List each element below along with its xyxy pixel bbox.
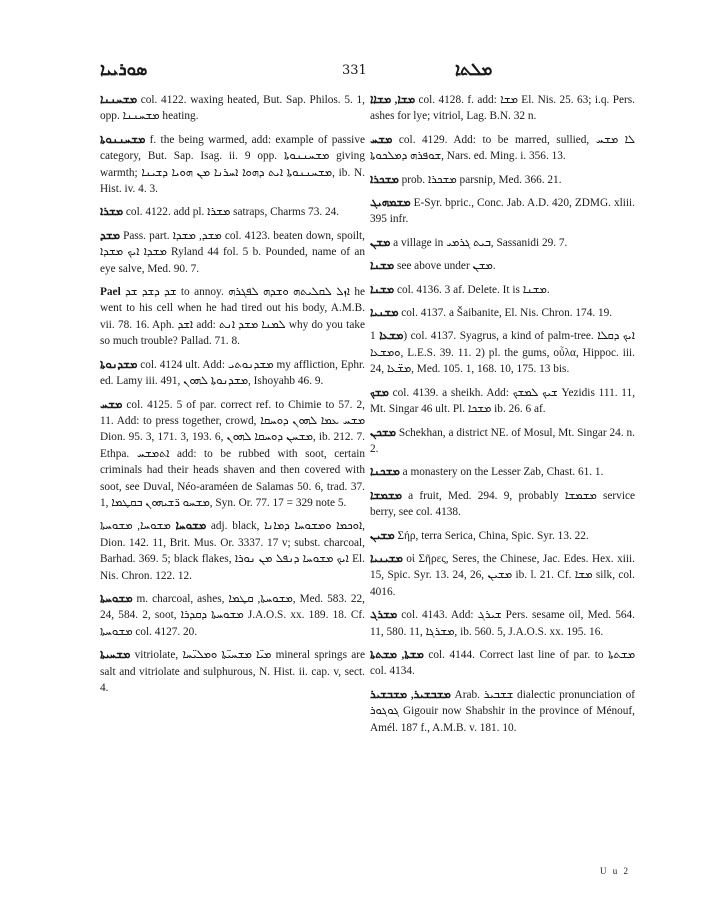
entry-text: col. 4128. f. add: ܡܫܐ El. Nis. 25. 63; i.q. Pers. ashes for lye; vitriol, Lag. B.N. 32 n. — [370, 94, 635, 123]
dictionary-entry — [100, 357, 365, 390]
dictionary-entry — [370, 528, 635, 544]
entry-text: col. 4122. add pl. ܡܫܪܐ satraps, Charms 73. 24. — [125, 206, 340, 219]
dictionary-entry — [100, 284, 365, 350]
entry-text: Pass. part. ܡܫܕ, ܡܫܕܐ col. 4123. beaten down, spoilt, ܡܫܕܐ ܐܝܟ ܡܫܕܐ Ryland 44 fol. 5 b. Pounded, name of an eye salve, Med. 90. 7. — [100, 229, 365, 275]
entry-lemma: ܡܫܬܐ, ܡܫܬܬܐ — [370, 648, 424, 661]
entry-lemma: ܡܫܪܐ — [100, 206, 124, 219]
entry-lemma: ܡܫܟܪܐ — [370, 173, 399, 186]
dictionary-entry — [370, 195, 635, 228]
entry-text: vitriolate, ܡܝ̈ܐ ܡܫܚܝ̈ܬܐ ܘܡܠܝ̈ܚܐ mineral springs are salt and vitriolate and sulphurous, N. Hist. ii. cap. v, sect. 4. — [100, 649, 366, 694]
dictionary-entry — [370, 488, 635, 521]
entry-lemma: ܡܫܘܚܐ — [175, 520, 207, 533]
entry-text: col. 4125. 5 of par. correct ref. to Chimie to 57. 2, 11. Add: to press together, crowd, ܡܫܚ ܥܡܐ ܠܗܘܢ ܕܘܚܩܐ Dion. 95. 3, 171. 3, 193. 6, ܡܫܚܢ ܕܘܚܩܐ ܠܗܘܢ, ib. 212. 7. Ethpa. ܐܬܡܫܚ add: to be rubbed with soot, certain criminals had their heads shaven and then covered with soot, see Duval, Néo-araméen de Salamas 50. 6, trad. 37. 1, ܡܫܚܘ ܪ̈ܫܝܗܘܢ ܒܩܛܡܐ, Syn. Or. 77. 17 = 329 note 5. — [100, 398, 365, 509]
entry-lemma: ܡܫܢܐ — [370, 260, 395, 273]
dictionary-entry — [370, 425, 635, 458]
dictionary-entry — [100, 518, 365, 584]
page-header — [0, 60, 714, 84]
dictionary-entry — [100, 204, 365, 220]
dictionary-entry — [370, 282, 635, 298]
entry-lemma: ܡܫܪܓ — [370, 609, 398, 622]
entry-text: prob. ܡܫܟܪܐ parsnip, Med. 366. 21. — [401, 173, 562, 186]
dictionary-entry — [100, 591, 365, 640]
entry-lemma: ܡܫܒܫܝܪ, ܡܫܒܫܝܪ — [370, 688, 451, 701]
dictionary-entry — [370, 551, 635, 600]
entry-lemma: ܡܫܢܐ — [370, 283, 395, 296]
entry-lemma: ܡܫܚ — [100, 398, 123, 411]
entry-lemma: ܡܫܚ — [370, 133, 393, 146]
entry-lemma: ܡܫܕܢܘܬܐ — [100, 358, 138, 371]
dictionary-entry — [100, 647, 365, 696]
dictionary-entry — [100, 397, 365, 512]
entry-lemma: ܡܫܟܢ — [370, 426, 396, 439]
entry-lemma: ܡܫܐ, ܡܫܐܐ — [370, 94, 416, 106]
entry-lemma: ܡܫܟܢܐ — [370, 466, 400, 479]
entry-lemma: ܡܫܢ — [370, 236, 391, 249]
entry-lemma: ܡܫܕ — [100, 229, 120, 242]
left-column — [100, 92, 365, 703]
entry-text: ܡܫܘܚܐ, ܡܫܘܚܬܐ adj. black, ܐܘܟܡܐ ܘܡܫܘܚܐ ܕܡܐܢܐ, Dion. 142. 11, Brit. Mus. Or. 3337. 17 v; subst. charcoal, Barhad. 369. 5; black flakes, ܐܝܟ ܡܫܘܚܐ ܕܢܦܠ ܡܢ ܢܘܪܐ El. Nis. Chron. 122. 12. — [100, 520, 365, 582]
entry-text: col. 4143. Add: ܫܝܪܓ Pers. sesame oil, Med. 564. 11, 580. 11, ܡܫܪܓܐ, ib. 560. 5, J.A.O.S. xx. 195. 16. — [370, 609, 635, 638]
running-head-right: ܡܠܬܐ — [455, 60, 493, 80]
page-number: 331 — [342, 63, 367, 78]
entry-text: ܫܕ ܕܫܕ ܫܕ to annoy. ܐܙܠ ܠܩܠܝܬܗ ܘܫܕܗ ܠܦܓܪܗ he went to his cell when he had tired out his body, A.M.B. vii. 78. 16. Aph. ܐܫܕ add: ܠܡܢܐ ܡܫܕ ܐܢܬ why do you take so much trouble? Pallad. 71. 8. — [100, 286, 365, 348]
dictionary-entry — [370, 92, 635, 125]
entry-text: E-Syr. bpric., Conc. Jab. A.D. 420, ZDMG. xliii. 395 infr. — [370, 197, 636, 226]
running-head-left: ܣܘܪܝܝܐ — [100, 60, 148, 80]
entry-text: col. 4144. Correct last line of par. to ܡܫܬܬܐ col. 4134. — [370, 648, 635, 678]
entry-text: col. 4139. a sheikh. Add: ܫܝܟ ܠܡܫܟ Yezidis 111. 11, Mt. Singar 46 ult. Pl. ܡܫܟܐ ib. 26. 6 af. — [370, 386, 636, 416]
entry-text: a monastery on the Lesser Zab, Chast. 61. 1. — [402, 466, 604, 479]
dictionary-entry — [370, 305, 635, 321]
dictionary-entry — [370, 258, 635, 274]
entry-lemma: ܡܫܢܝܐ — [370, 307, 399, 320]
entry-text: Schekhan, a district NE. of Mosul, Mt. Singar 24. n. 2. — [370, 426, 636, 455]
dictionary-entry — [100, 228, 365, 277]
dictionary-entry — [370, 464, 635, 480]
entry-lemma: ܡܫܚܢܢܘܬܐ — [100, 133, 146, 146]
entry-lemma: ܡܫܚܢܢܐ — [100, 94, 137, 106]
entry-lemma: ܡܫܡܗܝܓ — [370, 197, 411, 210]
entry-text: Arab. ܫܫܒܝܪ dialectic pronunciation of ܓܘܓܘܪ Gigouir now Shabshir in the province of Ménouf, Amél. 187 f., A.M.B. v. 181. 10. — [370, 688, 636, 734]
entry-text: a fruit, Med. 294. 9, probably ܡܫܡܫܐ service berry, see col. 4138. — [370, 489, 635, 519]
dictionary-entry — [370, 647, 635, 680]
entry-text: οἱ Σῆρες, Seres, the Chinese, Jac. Edes. Hex. xiii. 15, Spic. Syr. 13. 24, 26, ܡܫܝܢ ib. l. 21. Cf. ܡܫܐ silk, col. 4016. — [370, 552, 636, 598]
signature-mark: U u 2 — [600, 866, 630, 876]
entry-text: col. 4137. a Šaibanite, El. Nis. Chron. 174. 19. — [401, 307, 613, 320]
entry-lemma: ܡܫܝܢ — [370, 529, 395, 542]
entry-text: see above under ܡܫܢ. — [396, 260, 496, 273]
dictionary-entry — [370, 235, 635, 251]
dictionary-entry — [370, 687, 635, 736]
right-column — [370, 92, 635, 743]
entry-lemma: Pael — [100, 286, 121, 299]
dictionary-entry — [370, 172, 635, 188]
entry-text: Σήρ, terra Serica, China, Spic. Syr. 13. 22. — [397, 529, 589, 542]
entry-lemma: ܡܫܡܫܐ — [370, 489, 402, 502]
dictionary-entry — [100, 92, 365, 125]
entry-text: a village in ܒܝܬ ܓܪܡܝ, Sassanidi 29. 7. — [393, 236, 568, 249]
entry-lemma: ܡܫܥܐ — [379, 330, 404, 343]
entry-text: m. charcoal, ashes, ܡܫܘܚܬܐ, ܩܛܡܐ, Med. 583. 22, 24, 584. 2, soot, ܡܫܘܚܬܐ ܕܩܕܪܐ J.A.O.S. xx. 189. 18. Cf. ܡܫܘܚܬܐ col. 4127. 20. — [100, 592, 365, 638]
entry-text: col. 4129. Add: to be marred, sullied, ܠܐ ܡܫܚ ܫܘܦܪܗ ܕܡܠܟܘܬܐ, Nars. ed. Ming. i. 356. 13. — [370, 133, 636, 163]
entry-lemma: ܡܫܘܚܬܐ — [100, 592, 133, 605]
dictionary-entry — [370, 385, 635, 418]
entry-lemma: ܡܫܟ — [370, 386, 389, 399]
entry-text: 1) col. 4137. Syagrus, a kind of palm-tree. ܐܝܟ ܕܩܠܐ ܘܡܫܥܐ, L.E.S. 39. 11. 2) pl. the gums, οὖλα, Hippoc. iii. 24, ܡܫ̈ܥܐ, Med. 105. 1, 168. 10, 175. 13 bis. — [370, 330, 635, 376]
dictionary-entry — [370, 607, 635, 640]
dictionary-entry — [370, 132, 635, 165]
entry-text: col. 4122. waxing heated, But. Sap. Philos. 5. 1, opp. ܡܫܚܢܢܐ heating. — [100, 94, 365, 123]
entry-text: col. 4136. 3 af. Delete. It is ܡܫܢܐ. — [396, 283, 550, 296]
entry-text: col. 4124 ult. Add: ܡܫܕܢܘܬܝ my affliction, Ephr. ed. Lamy iii. 491, ܡܫܕܢܘܬܐ ܠܗܘܢ, Ishoyahb 46. 9. — [100, 358, 366, 388]
dictionary-entry — [370, 328, 635, 377]
dictionary-entry — [100, 132, 365, 198]
entry-text: f. the being warmed, add: example of passive category, But. Sap. Isag. ii. 9 opp. ܡܫܚܢܢܘܬܐ giving warmth; ܡܫܚܢܢܘܬܐ ܐܝܬ ܕܗܘܐ ܐܚܪܢܐ ܡܢ ܗܘܝܐ ܕܫܝܢܐ, ib. N. Hist. iv. 4. 3. — [100, 133, 365, 196]
entry-lemma: ܡܫܚܝܬܐ — [100, 649, 131, 662]
entry-lemma: ܡܫܝܢܝܐ — [370, 552, 403, 565]
